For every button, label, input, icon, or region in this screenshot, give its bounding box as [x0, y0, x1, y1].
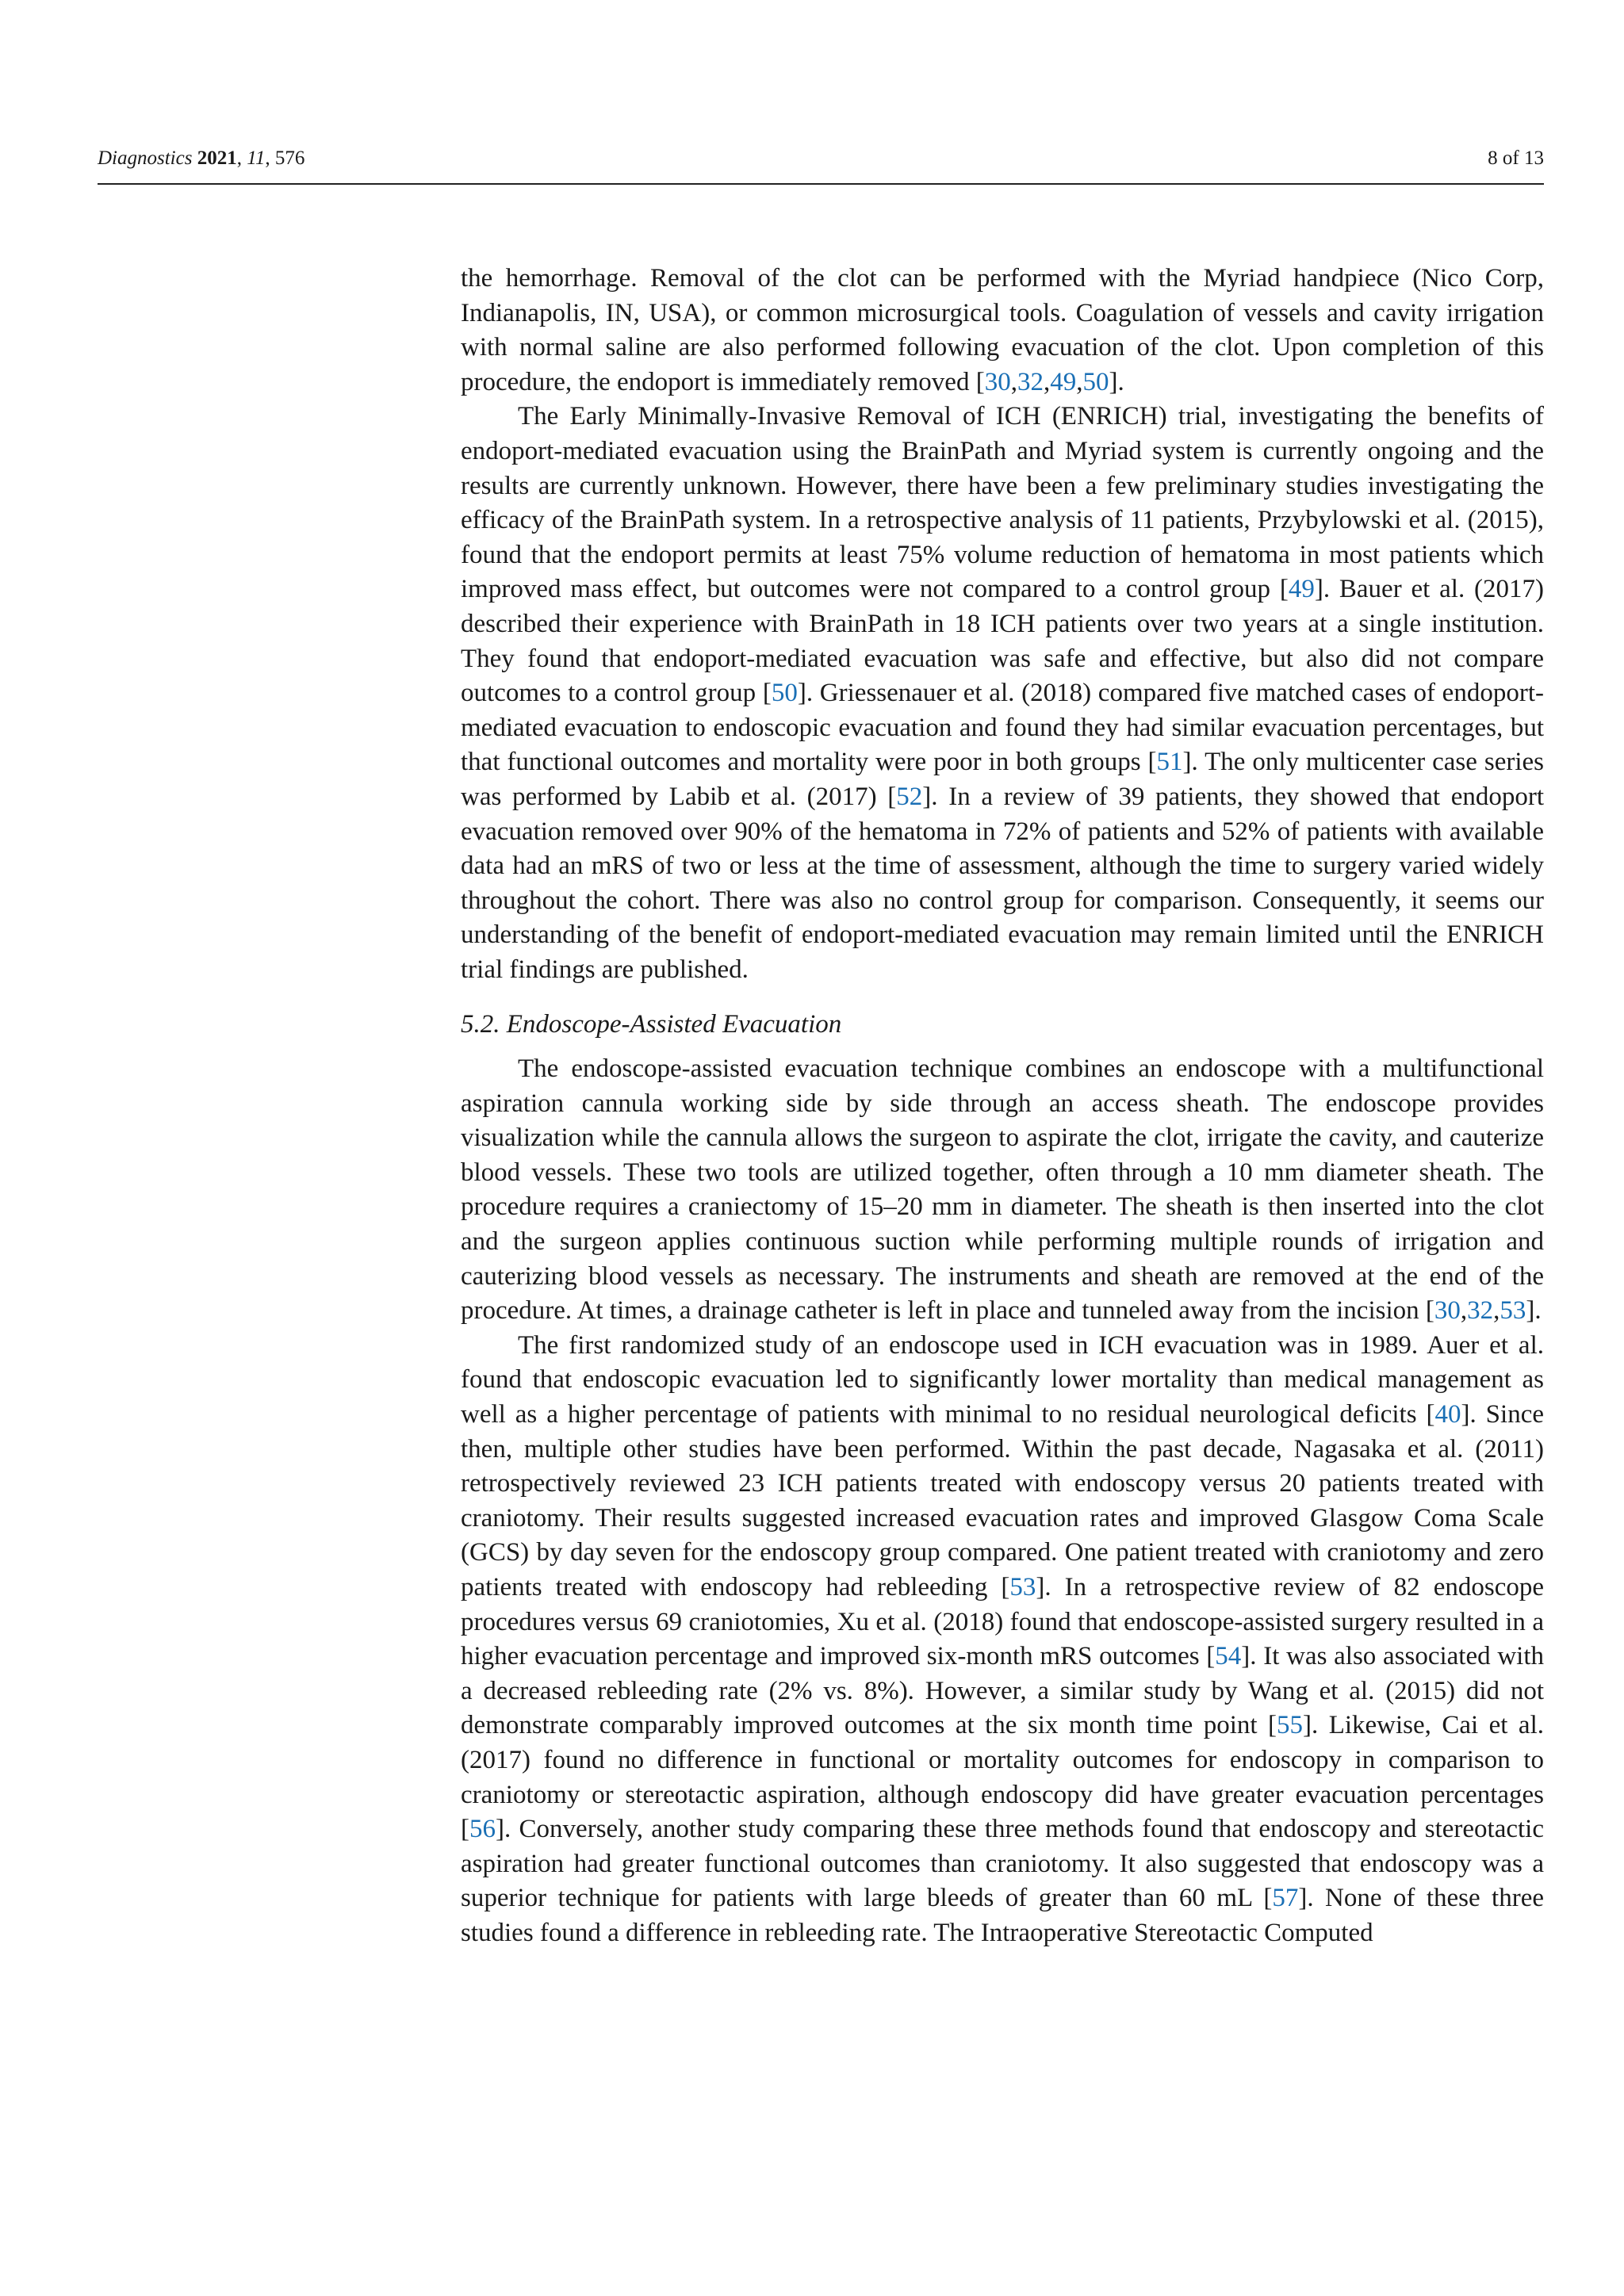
journal-citation: Diagnostics 2021, 11, 576	[98, 147, 305, 169]
citation-link[interactable]: 30	[1434, 1296, 1461, 1326]
journal-year: 2021	[197, 147, 237, 169]
paragraph-continuation: the hemorrhage. Removal of the clot can be performed with the Myriad handpiece (Nico Corp, Indianapolis, IN, USA), or common microsurgical tools. Coagulation of vessels and cavity irrigation with normal saline are also performed following evacuation of the clot. Upon completion of this procedure, the endoport is immediately removed [30,32,49,50].	[461, 264, 1544, 396]
citation-link[interactable]: 49	[1050, 367, 1077, 396]
citation-link[interactable]: 54	[1215, 1642, 1242, 1671]
citation-link[interactable]: 51	[1156, 748, 1183, 777]
page-number: 8 of 13	[1488, 147, 1544, 169]
citation-link[interactable]: 57	[1272, 1884, 1299, 1913]
journal-volume: 11	[247, 147, 266, 169]
citation-link[interactable]: 50	[771, 679, 798, 708]
citation-link[interactable]: 56	[469, 1815, 496, 1844]
citation-link[interactable]: 32	[1017, 367, 1044, 396]
citation-link[interactable]: 52	[896, 782, 923, 811]
article-body	[461, 262, 1544, 1951]
section-heading: 5.2. Endoscope-Assisted Evacuation	[461, 1010, 842, 1039]
citation-link[interactable]: 53	[1009, 1572, 1036, 1601]
journal-name: Diagnostics	[98, 147, 193, 169]
citation-link[interactable]: 49	[1288, 575, 1315, 604]
citation-link[interactable]: 30	[984, 367, 1011, 396]
paragraph-endoscope-studies: The first randomized study of an endoscope used in ICH evacuation was in 1989. Auer et al. found that endoscopic evacuation led to significantly lower mortality than medical management as well as a higher percentage of patients with minimal to no residual neurological deficits [40]. Since then, multiple other studies have been performed. Within the past decade, Nagasaka et al. (2011) retrospectively reviewed 23 ICH patients treated with endoscopy versus 20 patients treated with craniotomy. Their results suggested increased evacuation rates and improved Glasgow Coma Scale (GCS) by day seven for the endoscopy group compared. One patient treated with craniotomy and zero patients treated with endoscopy had rebleeding [53]. In a retrospective review of 82 endoscope procedures versus 69 craniotomies, Xu et al. (2018) found that endoscope-assisted surgery resulted in a higher evacuation percentage and improved six-month mRS outcomes [54]. It was also associated with a decreased rebleeding rate (2% vs. 8%). However, a similar study by Wang et al. (2015) did not demonstrate comparably improved outcomes at the six month time point [55]. Likewise, Cai et al. (2017) found no difference in functional or mortality outcomes for endoscopy in comparison to craniotomy or stereotactic aspiration, although endoscopy did have greater evacuation percentages [56]. Conversely, another study comparing these three methods found that endoscopy and stereotactic aspiration had greater functional outcomes than craniotomy. It also suggested that endoscopy was a superior technique for patients with large bleeds of greater than 60 mL [57]. None of these three studies found a difference in rebleeding rate. The Intraoperative Stereotactic Computed	[461, 1330, 1544, 1947]
header-divider	[98, 183, 1544, 185]
citation-link[interactable]: 50	[1082, 367, 1109, 396]
citation-link[interactable]: 55	[1277, 1711, 1304, 1740]
running-header	[98, 141, 1544, 176]
paragraph-endoscope-technique: The endoscope-assisted evacuation technique combines an endoscope with a multifunctional aspiration cannula working side by side through an access sheath. The endoscope provides visualization while the cannula allows the surgeon to aspirate the clot, irrigate the cavity, and cauterize blood vessels. These two tools are utilized together, often through a 10 mm diameter sheath. The procedure requires a craniectomy of 15–20 mm in diameter. The sheath is then inserted into the clot and the surgeon applies continuous suction while performing multiple rounds of irrigation and cauterizing blood vessels as necessary. The instruments and sheath are removed at the end of the procedure. At times, a drainage catheter is left in place and tunneled away from the incision [30,32,53].	[461, 1054, 1544, 1326]
paragraph-enrich-trial: The Early Minimally-Invasive Removal of ICH (ENRICH) trial, investigating the benefits of endoport-mediated evacuation using the BrainPath and Myriad system is currently ongoing and the results are currently unknown. However, there have been a few preliminary studies investigating the efficacy of the BrainPath system. In a retrospective analysis of 11 patients, Przybylowski et al. (2015), found that the endoport permits at least 75% volume reduction of hematoma in most patients which improved mass effect, but outcomes were not compared to a control group [49]. Bauer et al. (2017) described their experience with BrainPath in 18 ICH patients over two years at a single institution. They found that endoport-mediated evacuation was safe and effective, but also did not compare outcomes to a control group [50]. Griessenauer et al. (2018) compared five matched cases of endoport-mediated evacuation to endoscopic evacuation and found they had similar evacuation percentages, but that functional outcomes and mortality were poor in both groups [51]. The only multicenter case series was performed by Labib et al. (2017) [52]. In a review of 39 patients, they showed that endoport evacuation removed over 90% of the hematoma in 72% of patients and 52% of patients with available data had an mRS of two or less at the time of assessment, although the time to surgery varied widely throughout the cohort. There was also no control group for comparison. Consequently, it seems our understanding of the benefit of endoport-mediated evacuation may remain limited until the ENRICH trial findings are published.	[461, 402, 1544, 984]
citation-link[interactable]: 40	[1434, 1400, 1461, 1429]
article-number: , 576	[265, 147, 305, 169]
citation-link[interactable]: 53	[1500, 1296, 1526, 1326]
citation-link[interactable]: 32	[1467, 1296, 1494, 1326]
